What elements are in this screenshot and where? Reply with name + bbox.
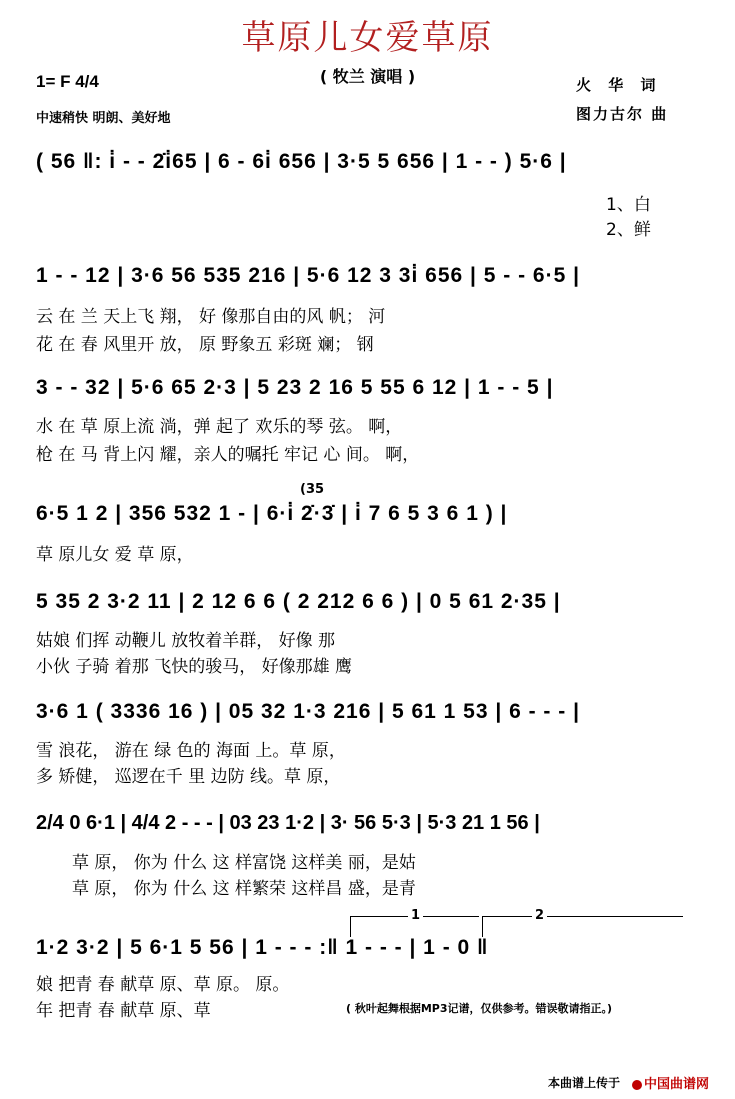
lyric-line-1-verse-1: 1、白 bbox=[606, 195, 651, 215]
score-line-7: 2/4 0 6·1 | 4/4 2 - - - | 03 23 1·2 | 3· 56 5·3 | 5·3 21 1 56 | bbox=[36, 812, 540, 834]
lyric-line-1-verse-2: 2、鲜 bbox=[606, 220, 651, 240]
lyric-line-7-verse-1: 草 原， 你为 什么 这 样富饶 这样美 丽，是姑 bbox=[72, 853, 416, 873]
transcriber-note: ( 秋叶起舞根据MP3记谱，仅供参考。错误敬请指正。) bbox=[346, 1002, 613, 1015]
lyric-line-6-verse-1: 雪 浪花， 游在 绿 色的 海面 上。草 原， bbox=[36, 741, 346, 761]
lyric-line-7-verse-2: 草 原， 你为 什么 这 样繁荣 这样昌 盛，是青 bbox=[72, 879, 416, 899]
score-line-4: 6·5 1 2 | 356 532 1 - | 6·i̇ 2̇·3̇ | i̇ 7 6 5 3 6 1 ) | bbox=[36, 502, 508, 525]
lyric-line-3-verse-2: 枪 在 马 背上闪 耀，亲人的嘱托 牢记 心 间。 啊， bbox=[36, 445, 420, 465]
lyric-line-5-verse-2: 小伙 子骑 着那 飞快的骏马， 好像那雄 鹰 bbox=[36, 657, 353, 677]
lyric-line-2-verse-2: 花 在 春 风里开 放， 原 野象五 彩斑 斓； 钢 bbox=[36, 335, 374, 355]
lyric-line-4-verse-1: 草 原儿女 爱 草 原， bbox=[36, 545, 194, 565]
score-line-1: ( 56 ‖: i̇ - - 2̇i̇65 | 6 - 6i̇ 656 | 3·5 5 656 | 1 - - ) 5·6 | bbox=[36, 150, 567, 173]
score-line-6: 3·6 1 ( 3336 16 ) | 05 32 1·3 216 | 5 61 1 53 | 6 - - - | bbox=[36, 700, 580, 723]
score-line-5: 5 35 2 3·2 11 | 2 12 6 6 ( 2 212 6 6 ) | 0 5 61 2·35 | bbox=[36, 590, 561, 613]
lyric-line-3-verse-1: 水 在 草 原上流 淌，弹 起了 欢乐的琴 弦。 啊， bbox=[36, 417, 403, 437]
volta-bracket-2 bbox=[482, 916, 683, 937]
lyric-line-6-verse-2: 多 矫健， 巡逻在千 里 边防 线。草 原， bbox=[36, 767, 341, 787]
composer-credit: 图力古尔 曲 bbox=[576, 105, 669, 123]
lyricist-credit: 火 华 词 bbox=[576, 76, 662, 94]
lyric-line-8-verse-2: 年 把青 春 献草 原、草 bbox=[36, 1001, 211, 1021]
volta-label-2: 2 bbox=[532, 908, 547, 923]
upload-text: 本曲谱上传于 bbox=[548, 1076, 621, 1090]
lyric-line-2-verse-1: 云 在 兰 天上飞 翔， 好 像那自由的风 帆； 河 bbox=[36, 307, 386, 327]
volta-label-1: 1 bbox=[408, 908, 423, 923]
grace-notes: (35 bbox=[300, 482, 325, 497]
lyric-line-5-verse-1: 姑娘 们挥 动鞭儿 放牧着羊群， 好像 那 bbox=[36, 631, 336, 651]
song-title: 草原儿女爱草原 bbox=[241, 18, 494, 58]
performer-subtitle: ( 牧兰 演唱 ) bbox=[319, 67, 416, 86]
tempo-marking: 中速稍快 明朗、美好地 bbox=[36, 111, 171, 126]
score-line-2: 1 - - 12 | 3·6 56 535 216 | 5·6 12 3 3i̇ 656 | 5 - - 6·5 | bbox=[36, 264, 580, 287]
lyric-line-8-verse-1: 娘 把青 春 献草 原、草 原。 原。 bbox=[36, 975, 290, 995]
site-logo bbox=[632, 1073, 709, 1092]
key-signature: 1= F 4/4 bbox=[36, 72, 99, 91]
score-line-8: 1·2 3·2 | 5 6·1 5 56 | 1 - - - :‖ 1 - - - | 1 - 0 ‖ bbox=[36, 936, 489, 959]
score-line-3: 3 - - 32 | 5·6 65 2·3 | 5 23 2 16 5 55 6 12 | 1 - - 5 | bbox=[36, 376, 554, 399]
site-logo-text: 中国曲谱网 bbox=[644, 1077, 710, 1092]
site-logo-icon bbox=[632, 1080, 642, 1090]
